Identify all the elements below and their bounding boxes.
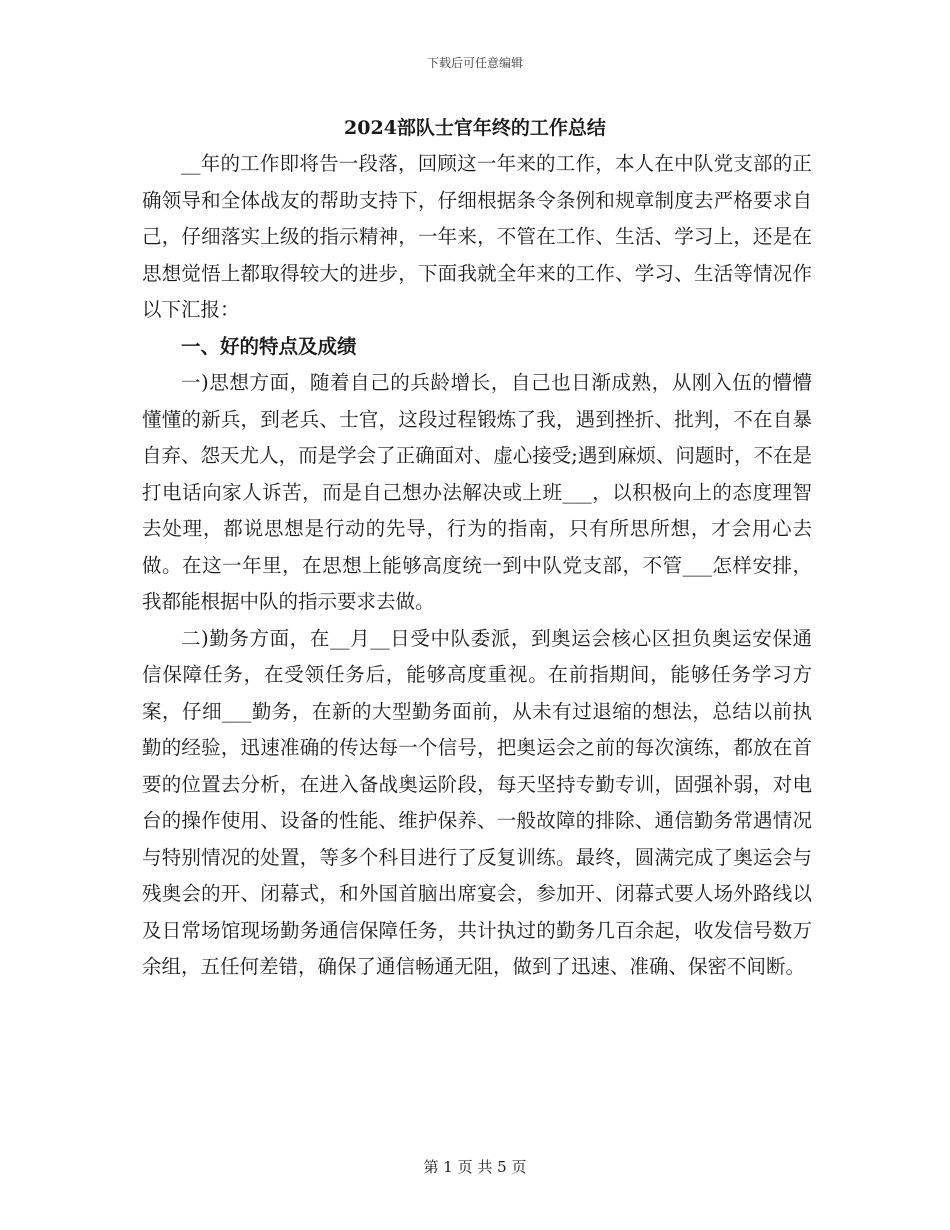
document-title: 2024部队士官年终的工作总结 (344, 117, 606, 139)
paragraph-thought: 一)思想方面，随着自己的兵龄增长，自己也日渐成熟，从刚入伍的懵懵懂懂的新兵，到老兵、士官，这段过程锻炼了我，遇到挫折、批判，不在自暴自弃、怨天尤人，而是学会了正确面对、虚心接受;遇到麻烦、问题时，不在是打电话向家人诉苦，而是自己想办法解决或上班___，以积极向上的态度理智去处理，都说思想是行动的先导，行为的指南，只有所思所想，才会用心去做。在这一年里，在思想上能够高度统一到中队党支部，不管___怎样安排，我都能根据中队的指示要求去做。 (142, 371, 812, 613)
page-header: 下载后可任意编辑 (426, 56, 523, 70)
page-footer: 第 1 页 共 5 页 (423, 1158, 527, 1176)
document-body (142, 146, 812, 986)
paragraph-duty: 二)勤务方面，在__月__日受中队委派，到奥运会核心区担负奥运安保通信保障任务，在受领任务后，能够高度重视。在前指期间，能够任务学习方案，仔细___勤务，在新的大型勤务面前，从未有过退缩的想法，总结以前执勤的经验，迅速准确的传达每一个信号，把奥运会之前的每次演练，都放在首要的位置去分析，在进入备战奥运阶段，每天坚持专勤专训，固强补弱，对电台的操作使用、设备的性能、维护保养、一般故障的排除、通信勤务常遇情况与特别情况的处置，等多个科目进行了反复训练。最终，圆满完成了奥运会与残奥会的开、闭幕式，和外国首脑出席宴会，参加开、闭幕式要人场外路线以及日常场馆现场勤务通信保障任务，共计执过的勤务几百余起，收发信号数万余组，五任何差错，确保了通信畅通无阻，做到了迅速、准确、保密不间断。 (142, 626, 812, 978)
section-heading: 一、好的特点及成绩 (181, 334, 357, 358)
paragraph-intro: __年的工作即将告一段落，回顾这一年来的工作，本人在中队党支部的正确领导和全体战友的帮助支持下，仔细根据条令条例和规章制度去严格要求自己，仔细落实上级的指示精神，一年来，不管在工作、生活、学习上，还是在思想觉悟上都取得较大的进步，下面我就全年来的工作、学习、生活等情况作以下汇报： (142, 152, 812, 321)
